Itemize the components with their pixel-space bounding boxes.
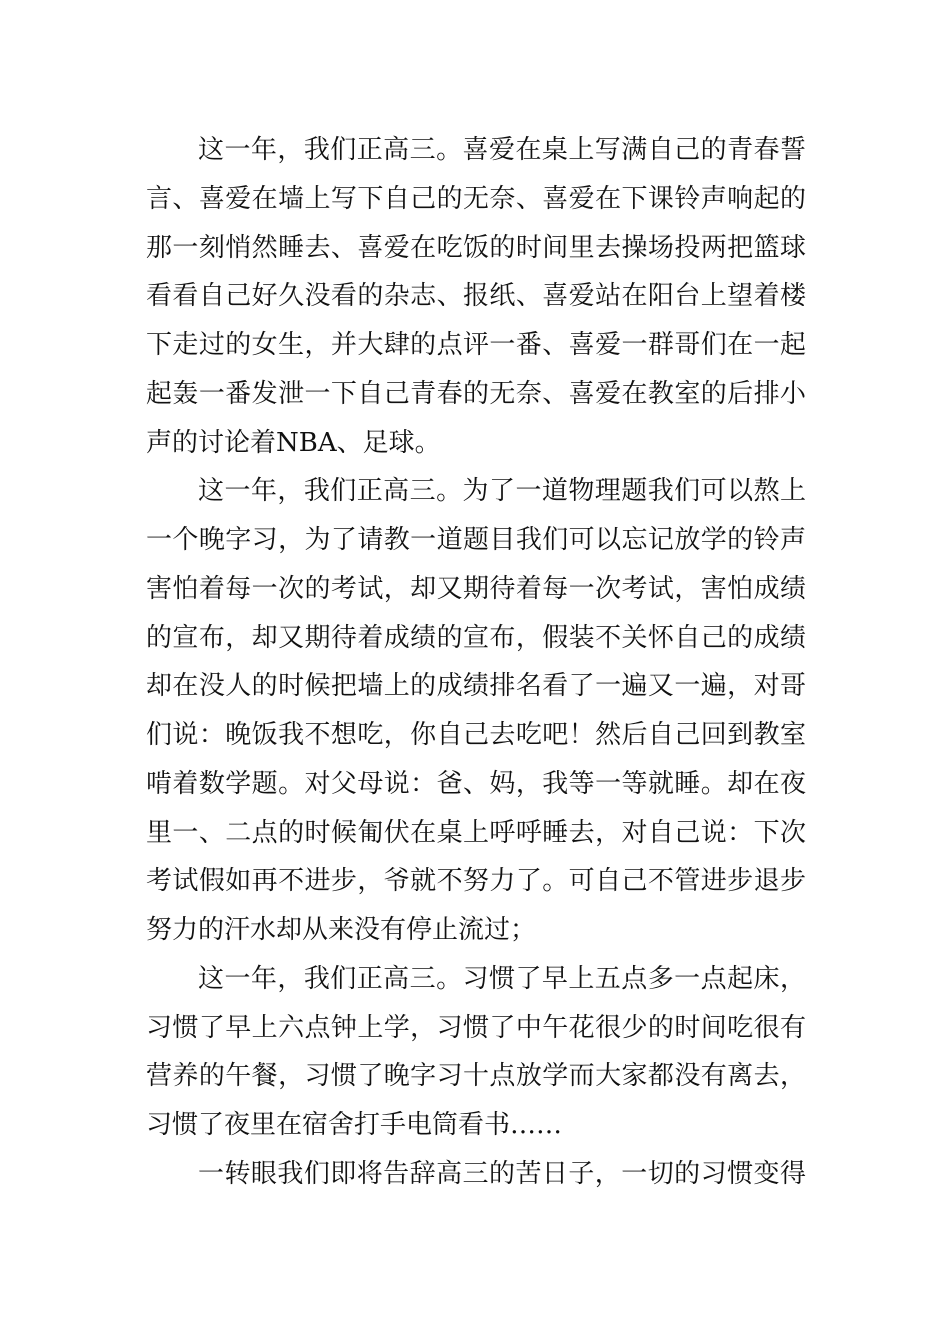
text-line: 啃着数学题。对父母说：爸、妈，我等一等就睡。却在夜 [146,768,806,799]
text-line: 却在没人的时候把墙上的成绩排名看了一遍又一遍，对哥 [146,671,806,702]
paragraph [146,467,806,955]
text-line: 下走过的女生，并大肆的点评一番、喜爱一群哥们在一起 [146,330,806,360]
text-line: 努力的汗水却从来没有停止流过； [146,915,537,945]
text-line: 起轰一番发泄一下自己青春的无奈、喜爱在教室的后排小 [146,378,806,409]
text-line: 习惯了夜里在宿舍打手电筒看书…… [146,1110,563,1140]
text-line: 言、喜爱在墙上写下自己的无奈、喜爱在下课铃声响起的 [146,183,806,214]
text-line: 看看自己好久没看的杂志、报纸、喜爱站在阳台上望着楼 [146,281,806,312]
text-line: 那一刻悄然睡去、喜爱在吃饭的时间里去操场投两把篮球 [146,232,806,263]
text-line: 们说：晚饭我不想吃，你自己去吃吧！然后自己回到教室 [146,720,806,750]
paragraph [146,126,806,467]
body-text [146,126,806,1199]
text-line: 这一年，我们正高三。习惯了早上五点多一点起床， [198,963,806,994]
text-line: 害怕着每一次的考试，却又期待着每一次考试，害怕成绩 [146,573,806,604]
text-line: 一个晚字习，为了请教一道题目我们可以忘记放学的铃声 [146,525,806,555]
text-line: 习惯了早上六点钟上学，习惯了中午花很少的时间吃很有 [146,1012,806,1043]
text-line: 这一年，我们正高三。为了一道物理题我们可以熬上 [198,476,806,507]
text-line: 这一年，我们正高三。喜爱在桌上写满自己的青春誓 [198,135,806,165]
paragraph [146,955,806,1150]
text-line: 的宣布，却又期待着成绩的宣布，假装不关怀自己的成绩 [146,622,806,653]
text-line: 里一、二点的时候匍伏在桌上呼呼睡去，对自己说：下次 [146,817,806,848]
text-line: 一转眼我们即将告辞高三的苦日子，一切的习惯变得 [198,1158,806,1189]
text-line: 声的讨论着NBA、足球。 [146,427,441,458]
text-line: 营养的午餐，习惯了晚字习十点放学而大家都没有离去， [146,1061,806,1092]
text-line: 考试假如再不进步，爷就不努力了。可自己不管进步退步 [146,866,806,897]
paragraph [146,1150,806,1199]
